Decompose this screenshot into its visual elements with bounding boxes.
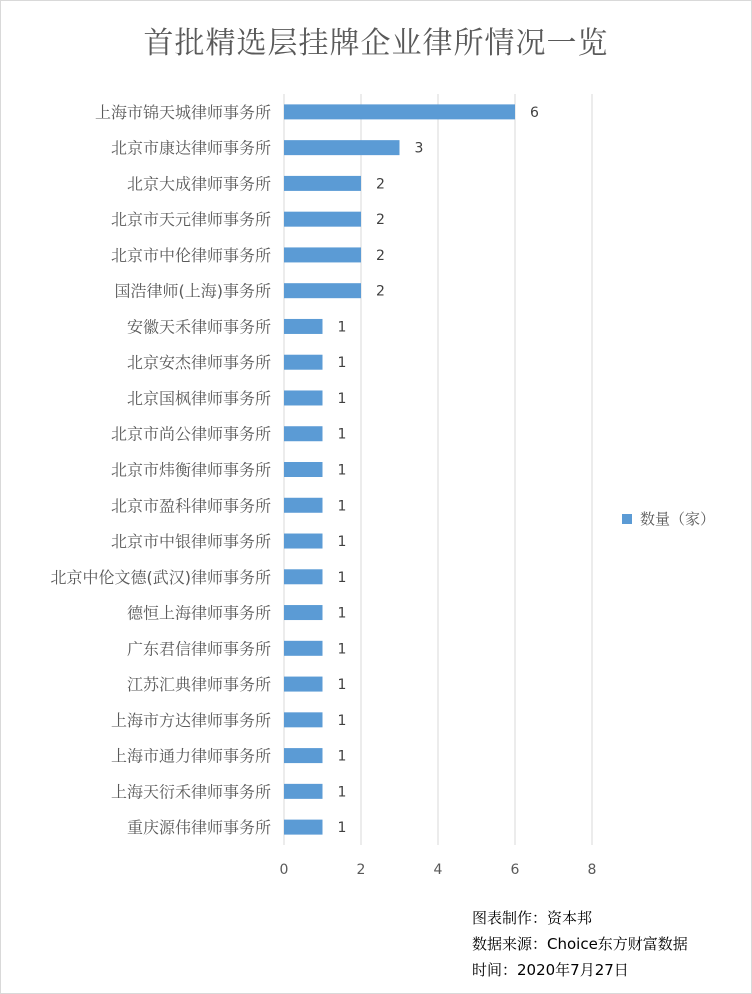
x-tick-label: 6	[510, 862, 520, 878]
x-tick-label: 8	[587, 862, 597, 878]
data-label: 1	[337, 355, 347, 372]
bar	[284, 355, 323, 370]
category-label: 安徽天禾律师事务所	[126, 317, 271, 337]
bar	[284, 677, 323, 692]
data-label: 1	[337, 820, 347, 837]
data-label: 3	[414, 140, 424, 157]
category-label: 北京市康达律师事务所	[110, 138, 271, 158]
data-label: 1	[337, 390, 347, 407]
bar	[284, 605, 323, 620]
category-label: 北京市中伦律师事务所	[110, 245, 271, 265]
bar	[284, 247, 361, 262]
x-tick-label: 2	[356, 862, 366, 878]
data-label: 1	[337, 748, 347, 765]
data-label: 1	[337, 605, 347, 622]
data-label: 1	[337, 319, 347, 336]
category-label: 北京市盈科律师事务所	[110, 496, 271, 516]
legend-swatch	[622, 514, 632, 524]
bar	[284, 820, 323, 835]
bar	[284, 748, 323, 763]
category-label: 江苏汇典律师事务所	[126, 675, 271, 695]
bar	[284, 712, 323, 727]
data-label: 1	[337, 426, 347, 443]
x-tick-label: 0	[279, 862, 289, 878]
bar	[284, 534, 323, 549]
category-label: 广东君信律师事务所	[126, 639, 271, 659]
category-label: 国浩律师(上海)事务所	[114, 281, 271, 301]
bar	[284, 498, 323, 513]
category-label: 北京大成律师事务所	[126, 174, 271, 194]
x-tick-label: 4	[433, 862, 443, 878]
data-label: 1	[337, 462, 347, 479]
category-label: 北京市中银律师事务所	[110, 532, 271, 552]
bar	[284, 104, 515, 119]
data-label: 2	[376, 212, 385, 229]
bar	[284, 426, 323, 441]
category-label: 重庆源伟律师事务所	[126, 818, 271, 838]
bar	[284, 462, 323, 477]
category-label: 上海市通力律师事务所	[110, 746, 271, 766]
data-label: 1	[337, 498, 347, 515]
category-label: 北京市炜衡律师事务所	[110, 460, 271, 480]
bar	[284, 283, 361, 298]
chart-footer	[472, 905, 688, 983]
bar	[284, 784, 323, 799]
data-label: 2	[376, 247, 385, 264]
bar	[284, 140, 400, 155]
bar	[284, 319, 323, 334]
category-label: 北京安杰律师事务所	[126, 353, 271, 373]
category-label: 上海天衍禾律师事务所	[110, 782, 271, 802]
category-label: 北京中伦文德(武汉)律师事务所	[50, 567, 271, 587]
data-label: 1	[337, 534, 347, 551]
bar	[284, 569, 323, 584]
data-label: 6	[530, 104, 539, 121]
chart-title: 首批精选层挂牌企业律所情况一览	[143, 26, 609, 61]
category-label: 上海市方达律师事务所	[110, 710, 271, 730]
data-label: 1	[337, 712, 347, 729]
category-label: 北京国枫律师事务所	[126, 388, 271, 408]
data-label: 2	[376, 176, 385, 193]
category-label: 上海市锦天城律师事务所	[94, 102, 271, 122]
data-label: 1	[337, 784, 347, 801]
data-label: 1	[337, 677, 347, 694]
category-label: 德恒上海律师事务所	[126, 603, 271, 623]
bar	[284, 212, 361, 227]
footer-date: 时间：2020年7月27日	[472, 961, 629, 979]
legend-label: 数量（家）	[640, 510, 716, 528]
data-label: 1	[337, 641, 347, 658]
footer-source: 数据来源：Choice东方财富数据	[472, 935, 688, 953]
footer-author: 图表制作：资本邦	[472, 909, 593, 927]
bar	[284, 641, 323, 656]
category-label: 北京市尚公律师事务所	[110, 424, 271, 444]
chart-legend	[622, 508, 715, 529]
bar	[284, 176, 361, 191]
data-label: 2	[376, 283, 385, 300]
data-label: 1	[337, 569, 347, 586]
category-label: 北京市天元律师事务所	[110, 210, 271, 230]
bar	[284, 390, 323, 405]
